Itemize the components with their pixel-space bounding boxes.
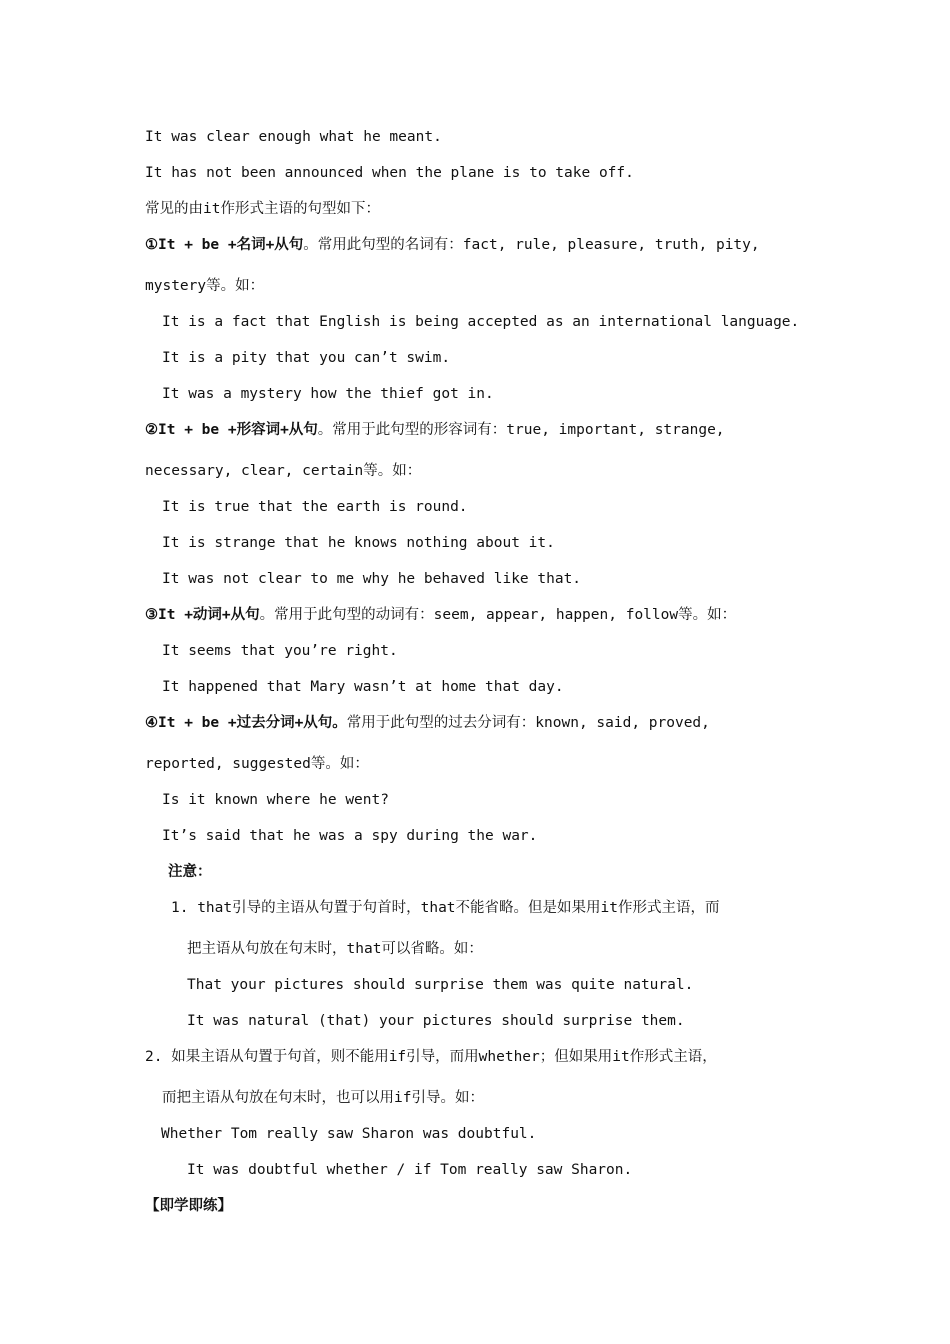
practice-heading: 【即学即练】 [145, 1197, 232, 1214]
pattern-2-desc: 。常用于此句型的形容词有：true, important, strange, [317, 422, 725, 438]
pattern-3-title: ③It +动词+从句 [145, 607, 260, 623]
note-item-1-cont: 把主语从句放在句末时，that可以省略。如： [187, 941, 483, 957]
note-item-1: 1. that引导的主语从句置于句首时，that不能省略。但是如果用it作形式主语，而 [171, 900, 720, 916]
pattern-2-line [145, 420, 725, 440]
pattern-4-title: ④It + be +过去分词+从句。 [145, 715, 347, 731]
pattern-1-desc: 。常用此句型的名词有：fact, rule, pleasure, truth, pity, [303, 237, 760, 253]
pattern-1-title: ①It + be +名词+从句 [145, 237, 304, 253]
pattern-2-cont: necessary, clear, certain等。如： [145, 463, 422, 479]
example-sentence: Is it known where he went? [162, 792, 389, 808]
section-heading: 常见的由it作形式主语的句型如下： [145, 201, 380, 217]
example-sentence: It is strange that he knows nothing about it. [162, 535, 555, 551]
pattern-3-line [145, 605, 736, 625]
note-item-2: 2. 如果主语从句置于句首，则不能用if引导，而用whether；但如果用it作形式主语， [145, 1049, 717, 1065]
pattern-2-title: ②It + be +形容词+从句 [145, 422, 318, 438]
example-sentence: It was natural (that) your pictures should surprise them. [187, 1013, 685, 1029]
example-sentence: It was not clear to me why he behaved like that. [162, 571, 582, 587]
example-sentence: Whether Tom really saw Sharon was doubtful. [161, 1126, 537, 1142]
example-sentence: It is a pity that you can’t swim. [162, 350, 451, 366]
example-sentence: It happened that Mary wasn’t at home that day. [162, 679, 564, 695]
example-sentence: It seems that you’re right. [162, 643, 398, 659]
note-label: 注意： [168, 863, 212, 880]
example-sentence: It was doubtful whether / if Tom really saw Sharon. [187, 1162, 633, 1178]
note-item-2-cont: 而把主语从句放在句末时，也可以用if引导。如： [162, 1090, 484, 1106]
example-sentence: It is true that the earth is round. [162, 499, 468, 515]
example-sentence: It is a fact that English is being accepted as an international language. [162, 314, 800, 330]
example-sentence: It’s said that he was a spy during the war. [162, 828, 538, 844]
pattern-3-desc: 。常用于此句型的动词有：seem, appear, happen, follow等。如： [259, 607, 737, 623]
pattern-1-line [145, 235, 760, 255]
pattern-4-line [145, 713, 710, 733]
example-sentence: That your pictures should surprise them was quite natural. [187, 977, 694, 993]
pattern-4-cont: reported, suggested等。如： [145, 756, 369, 772]
example-sentence: It was clear enough what he meant. [145, 129, 442, 145]
pattern-1-cont: mystery等。如： [145, 278, 265, 294]
example-sentence: It was a mystery how the thief got in. [162, 386, 494, 402]
example-sentence: It has not been announced when the plane is to take off. [145, 165, 634, 181]
pattern-4-desc: 常用于此句型的过去分词有：known, said, proved, [346, 715, 710, 731]
